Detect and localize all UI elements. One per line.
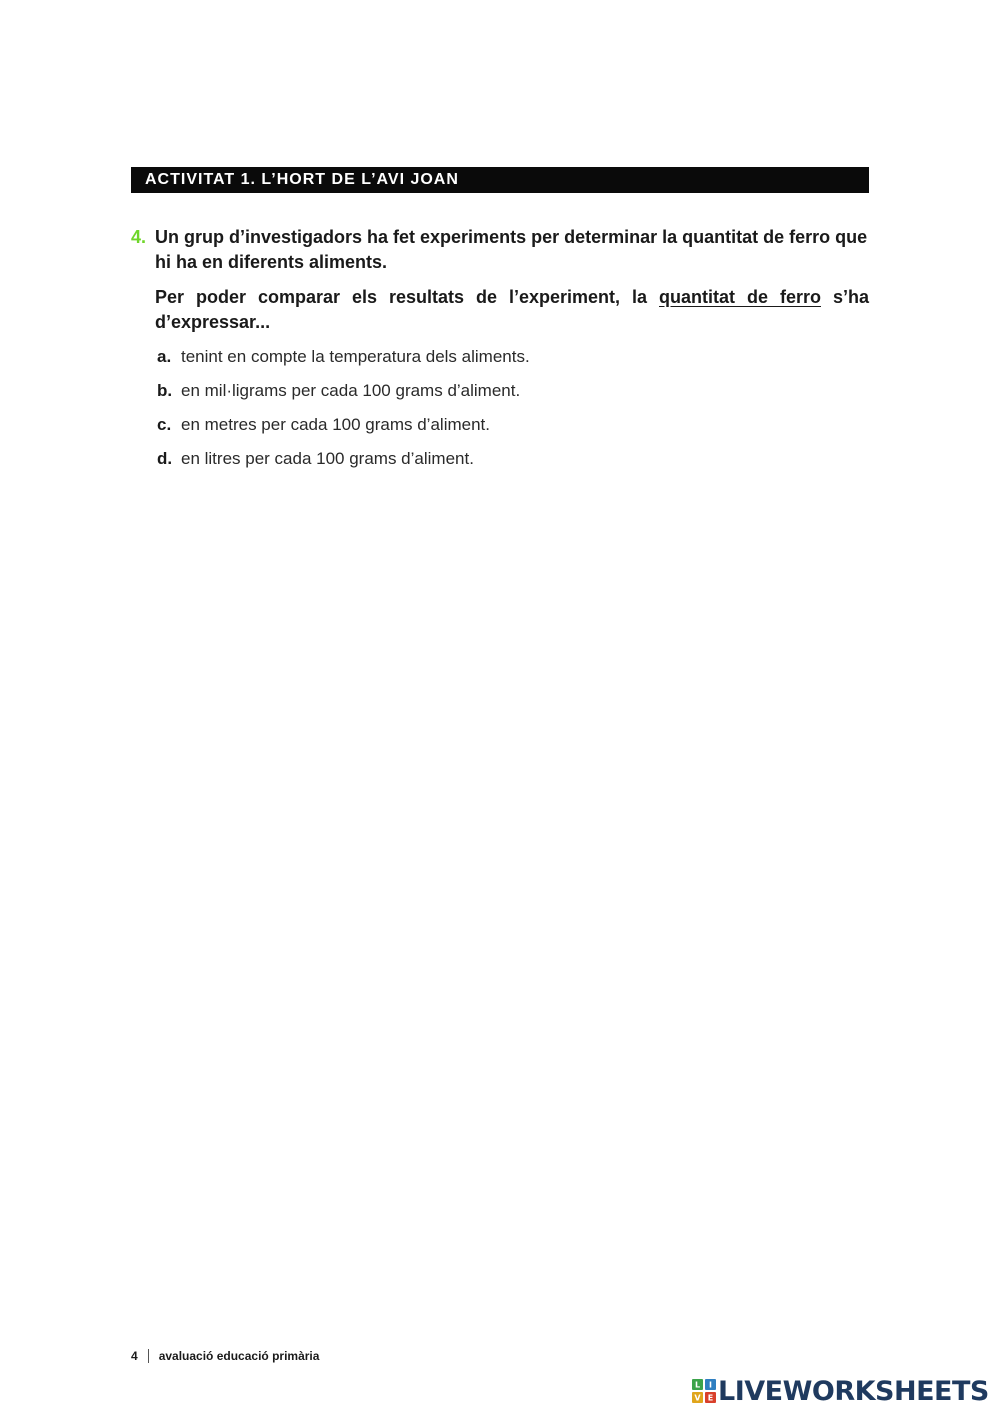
footer-divider (148, 1349, 149, 1363)
page-footer (131, 1349, 319, 1363)
option-letter: b. (157, 381, 173, 400)
option-c[interactable] (157, 412, 869, 437)
publication-name: avaluació educació primària (158, 1349, 320, 1363)
option-text: en mil·ligrams per cada 100 grams d’aliment. (181, 381, 521, 400)
question-prompt (155, 285, 869, 335)
activity-title: ACTIVITAT 1. L’HORT DE L’AVI JOAN (145, 171, 459, 188)
question-text: Un grup d’investigadors ha fet experiments per determinar la quantitat de ferro que hi ha en diferents aliments. (155, 227, 868, 272)
page-number: 4 (131, 1349, 138, 1363)
answer-options (157, 344, 869, 471)
svg-text:E: E (707, 1393, 714, 1403)
option-text: tenint en compte la temperatura dels aliments. (181, 347, 530, 366)
question-number: 4. (131, 227, 147, 247)
option-letter: a. (157, 347, 172, 366)
svg-text:V: V (694, 1393, 701, 1403)
option-text: en metres per cada 100 grams d’aliment. (181, 415, 490, 434)
prompt-after: s’ha d’expressar... (155, 287, 869, 332)
liveworksheets-logo-icon (692, 1379, 716, 1403)
liveworksheets-brand[interactable] (692, 1374, 989, 1408)
option-b[interactable] (157, 378, 869, 403)
brand-name: LIVEWORKSHEETS (718, 1375, 989, 1407)
svg-text:I: I (709, 1380, 712, 1390)
option-letter: d. (157, 449, 173, 468)
option-text: en litres per cada 100 grams d’aliment. (181, 449, 474, 468)
svg-text:L: L (694, 1380, 701, 1390)
option-d[interactable] (157, 446, 869, 471)
question-statement (131, 225, 869, 275)
question-block (131, 225, 869, 480)
option-a[interactable] (157, 344, 869, 369)
prompt-underlined: quantitat de ferro (659, 287, 821, 307)
activity-header (131, 167, 869, 193)
prompt-before: Per poder comparar els resultats de l’experiment, la (155, 287, 660, 307)
option-letter: c. (157, 415, 172, 434)
